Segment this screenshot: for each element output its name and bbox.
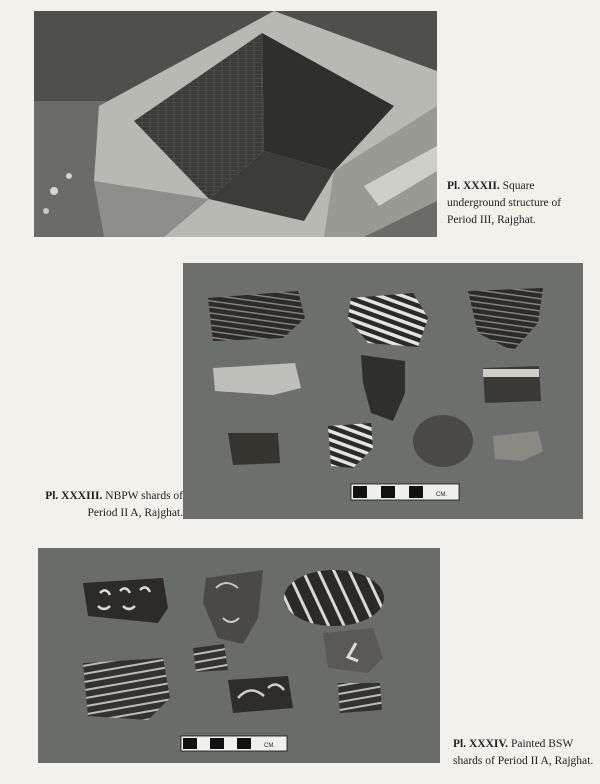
scale-label: CM. [264, 743, 275, 749]
plate-xxxii-photo [34, 11, 437, 237]
shard [83, 658, 170, 720]
shard [83, 578, 168, 623]
painted-bsw-shards-photo [38, 548, 440, 763]
plate-xxxiv-label: Pl. XXXIV. [453, 738, 509, 750]
centimetre-scale-bar [181, 736, 287, 751]
caption-line: NBPW shards of [105, 490, 183, 502]
centimetre-scale-bar [351, 484, 459, 500]
caption-line: Painted BSW [510, 738, 574, 750]
plate-xxxii-caption [447, 178, 597, 229]
scale-label: CM. [436, 492, 447, 498]
caption-line: Period II A, Rajghat. [87, 507, 183, 519]
plate-xxxiii-photo [183, 263, 583, 519]
nbpw-shards-photo [183, 263, 583, 519]
plate-xxxiv-caption [453, 736, 600, 770]
plate-xxxiii-caption [43, 488, 183, 522]
plate-xxxii-label: Pl. XXXII. [447, 180, 500, 192]
caption-line: Period III, Rajghat. [447, 214, 536, 226]
plate-xxxiv-photo [38, 548, 440, 763]
caption-line: Square [502, 180, 535, 192]
shard [338, 683, 382, 713]
caption-line: underground structure of [447, 197, 562, 209]
shard [413, 415, 473, 467]
square-pit-photo [34, 11, 437, 237]
shard [284, 570, 384, 626]
shard [213, 363, 301, 395]
caption-line: shards of Period II A, Rajghat. [453, 755, 594, 767]
shard [228, 433, 280, 465]
shard [193, 644, 228, 672]
plate-xxxiii-label: Pl. XXXIII. [45, 490, 103, 502]
